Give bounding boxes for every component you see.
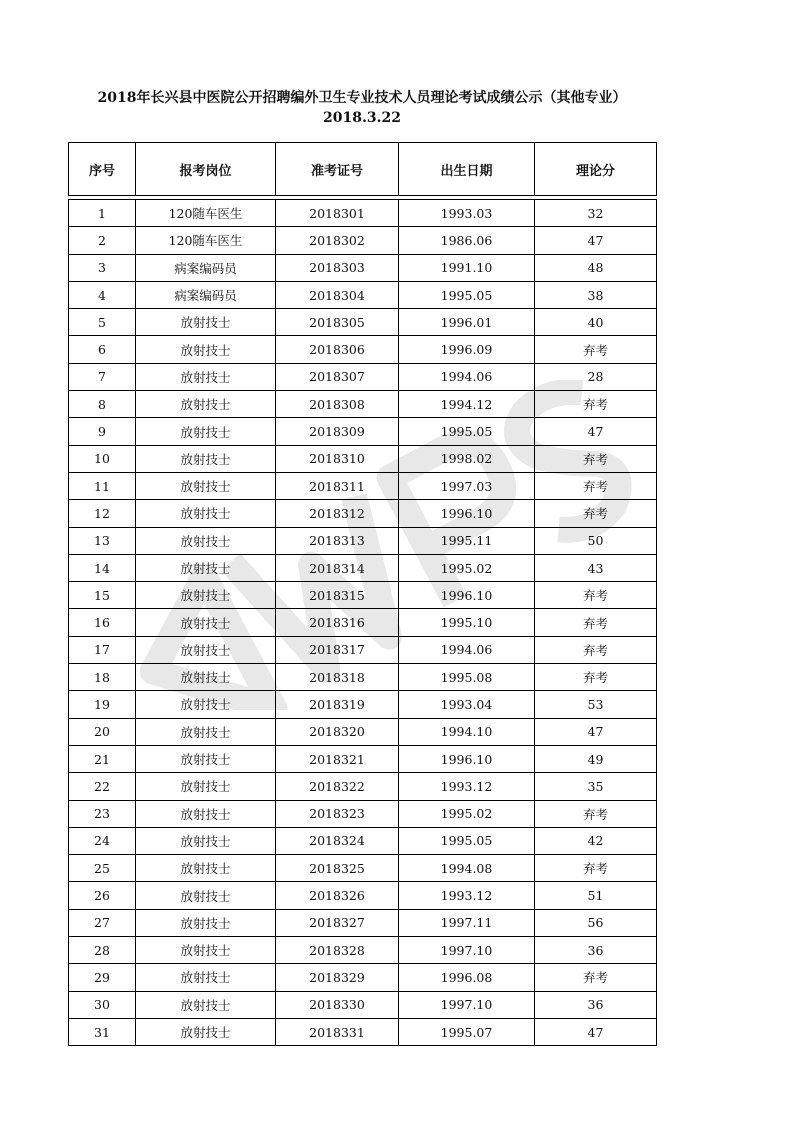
cell-ticket: 2018307 [276,363,399,390]
cell-index: 15 [69,582,136,609]
cell-position: 放射技士 [136,391,276,418]
cell-birthdate: 1995.05 [399,418,535,445]
cell-index: 26 [69,882,136,909]
table-row [69,718,657,745]
cell-position: 120随车医生 [136,227,276,254]
cell-birthdate: 1994.08 [399,855,535,882]
cell-index: 9 [69,418,136,445]
cell-score: 36 [535,991,657,1018]
cell-position: 放射技士 [136,582,276,609]
cell-birthdate: 1997.10 [399,991,535,1018]
cell-ticket: 2018317 [276,636,399,663]
cell-ticket: 2018315 [276,582,399,609]
cell-ticket: 2018308 [276,391,399,418]
cell-index: 19 [69,691,136,718]
table-row [69,800,657,827]
cell-position: 放射技士 [136,500,276,527]
cell-position: 放射技士 [136,527,276,554]
cell-ticket: 2018303 [276,254,399,281]
cell-score: 56 [535,909,657,936]
table-row [69,937,657,964]
cell-score: 47 [535,718,657,745]
cell-position: 放射技士 [136,309,276,336]
cell-birthdate: 1995.08 [399,664,535,691]
cell-position: 放射技士 [136,609,276,636]
cell-ticket: 2018321 [276,745,399,772]
cell-index: 8 [69,391,136,418]
cell-score: 弃考 [535,636,657,663]
cell-score: 弃考 [535,445,657,472]
table-row [69,609,657,636]
table-row [69,472,657,499]
cell-score: 42 [535,827,657,854]
cell-birthdate: 1994.10 [399,718,535,745]
table-row [69,363,657,390]
cell-score: 48 [535,254,657,281]
cell-index: 17 [69,636,136,663]
cell-birthdate: 1995.02 [399,554,535,581]
cell-index: 20 [69,718,136,745]
cell-index: 23 [69,800,136,827]
table-row [69,1018,657,1045]
cell-ticket: 2018305 [276,309,399,336]
cell-index: 10 [69,445,136,472]
cell-position: 放射技士 [136,800,276,827]
table-row [69,200,657,227]
cell-score: 50 [535,527,657,554]
col-header-birthdate: 出生日期 [399,143,535,196]
cell-ticket: 2018328 [276,937,399,964]
table-row [69,855,657,882]
cell-index: 29 [69,964,136,991]
cell-birthdate: 1993.04 [399,691,535,718]
cell-score: 28 [535,363,657,390]
cell-index: 2 [69,227,136,254]
cell-ticket: 2018325 [276,855,399,882]
table-row [69,309,657,336]
cell-index: 1 [69,200,136,227]
cell-score: 32 [535,200,657,227]
cell-birthdate: 1996.10 [399,745,535,772]
cell-index: 6 [69,336,136,363]
table-row [69,500,657,527]
cell-birthdate: 1994.06 [399,363,535,390]
cell-birthdate: 1998.02 [399,445,535,472]
cell-score: 49 [535,745,657,772]
cell-position: 放射技士 [136,718,276,745]
cell-position: 放射技士 [136,691,276,718]
table-row [69,827,657,854]
cell-score: 弃考 [535,336,657,363]
cell-birthdate: 1996.09 [399,336,535,363]
table-row [69,991,657,1018]
cell-ticket: 2018302 [276,227,399,254]
cell-score: 38 [535,281,657,308]
table-row [69,745,657,772]
cell-index: 30 [69,991,136,1018]
cell-position: 放射技士 [136,636,276,663]
table-row [69,882,657,909]
cell-position: 放射技士 [136,472,276,499]
cell-position: 放射技士 [136,418,276,445]
col-header-ticket: 准考证号 [276,143,399,196]
cell-birthdate: 1986.06 [399,227,535,254]
cell-position: 放射技士 [136,964,276,991]
cell-position: 放射技士 [136,1018,276,1045]
cell-birthdate: 1996.10 [399,582,535,609]
cell-score: 弃考 [535,964,657,991]
cell-score: 47 [535,418,657,445]
cell-position: 放射技士 [136,336,276,363]
cell-birthdate: 1993.12 [399,882,535,909]
cell-birthdate: 1993.12 [399,773,535,800]
table-row [69,445,657,472]
cell-position: 放射技士 [136,745,276,772]
cell-index: 14 [69,554,136,581]
cell-ticket: 2018319 [276,691,399,718]
col-header-index: 序号 [69,143,136,196]
cell-score: 弃考 [535,855,657,882]
cell-index: 13 [69,527,136,554]
cell-position: 放射技士 [136,882,276,909]
cell-index: 28 [69,937,136,964]
cell-score: 弃考 [535,500,657,527]
cell-index: 16 [69,609,136,636]
table-row [69,391,657,418]
table-row [69,582,657,609]
cell-position: 放射技士 [136,445,276,472]
cell-ticket: 2018316 [276,609,399,636]
cell-score: 弃考 [535,582,657,609]
cell-index: 22 [69,773,136,800]
table-row [69,418,657,445]
cell-ticket: 2018304 [276,281,399,308]
cell-index: 27 [69,909,136,936]
cell-ticket: 2018324 [276,827,399,854]
document-title: 2018年长兴县中医院公开招聘编外卫生专业技术人员理论考试成绩公示（其他专业）2018.3.22 [97,90,627,126]
cell-index: 12 [69,500,136,527]
cell-position: 放射技士 [136,664,276,691]
cell-birthdate: 1997.03 [399,472,535,499]
cell-ticket: 2018311 [276,472,399,499]
cell-index: 18 [69,664,136,691]
cell-index: 7 [69,363,136,390]
cell-ticket: 2018330 [276,991,399,1018]
cell-position: 放射技士 [136,773,276,800]
score-table [68,142,657,1046]
table-header-row [69,143,657,196]
cell-birthdate: 1996.10 [399,500,535,527]
cell-position: 放射技士 [136,991,276,1018]
cell-birthdate: 1996.08 [399,964,535,991]
cell-birthdate: 1995.05 [399,281,535,308]
table-row [69,281,657,308]
cell-ticket: 2018331 [276,1018,399,1045]
cell-birthdate: 1994.06 [399,636,535,663]
cell-position: 放射技士 [136,855,276,882]
cell-ticket: 2018312 [276,500,399,527]
cell-ticket: 2018323 [276,800,399,827]
cell-index: 25 [69,855,136,882]
cell-birthdate: 1991.10 [399,254,535,281]
cell-index: 21 [69,745,136,772]
table-row [69,254,657,281]
table-row [69,554,657,581]
table-row [69,664,657,691]
cell-score: 弃考 [535,391,657,418]
cell-position: 放射技士 [136,363,276,390]
table-row [69,964,657,991]
cell-ticket: 2018309 [276,418,399,445]
cell-index: 5 [69,309,136,336]
cell-birthdate: 1994.12 [399,391,535,418]
cell-score: 弃考 [535,609,657,636]
cell-birthdate: 1997.10 [399,937,535,964]
cell-birthdate: 1996.01 [399,309,535,336]
table-row [69,909,657,936]
cell-birthdate: 1995.05 [399,827,535,854]
cell-index: 4 [69,281,136,308]
cell-ticket: 2018313 [276,527,399,554]
cell-score: 53 [535,691,657,718]
cell-score: 35 [535,773,657,800]
cell-score: 弃考 [535,800,657,827]
cell-position: 放射技士 [136,827,276,854]
cell-ticket: 2018314 [276,554,399,581]
col-header-position: 报考岗位 [136,143,276,196]
cell-index: 3 [69,254,136,281]
cell-score: 36 [535,937,657,964]
table-row [69,527,657,554]
cell-position: 放射技士 [136,937,276,964]
cell-ticket: 2018329 [276,964,399,991]
cell-birthdate: 1997.11 [399,909,535,936]
cell-birthdate: 1995.10 [399,609,535,636]
cell-birthdate: 1995.02 [399,800,535,827]
cell-ticket: 2018310 [276,445,399,472]
cell-score: 弃考 [535,664,657,691]
col-header-score: 理论分 [535,143,657,196]
cell-ticket: 2018327 [276,909,399,936]
cell-ticket: 2018320 [276,718,399,745]
cell-birthdate: 1993.03 [399,200,535,227]
cell-index: 31 [69,1018,136,1045]
cell-position: 病案编码员 [136,254,276,281]
cell-ticket: 2018322 [276,773,399,800]
table-row [69,227,657,254]
cell-score: 51 [535,882,657,909]
cell-index: 11 [69,472,136,499]
cell-birthdate: 1995.07 [399,1018,535,1045]
cell-score: 43 [535,554,657,581]
cell-score: 47 [535,227,657,254]
table-row [69,336,657,363]
cell-position: 病案编码员 [136,281,276,308]
cell-ticket: 2018318 [276,664,399,691]
table-row [69,691,657,718]
cell-position: 放射技士 [136,554,276,581]
cell-ticket: 2018306 [276,336,399,363]
cell-birthdate: 1995.11 [399,527,535,554]
cell-ticket: 2018326 [276,882,399,909]
cell-position: 120随车医生 [136,200,276,227]
cell-ticket: 2018301 [276,200,399,227]
cell-index: 24 [69,827,136,854]
cell-position: 放射技士 [136,909,276,936]
table-row [69,636,657,663]
cell-score: 弃考 [535,472,657,499]
cell-score: 47 [535,1018,657,1045]
table-row [69,773,657,800]
cell-score: 40 [535,309,657,336]
